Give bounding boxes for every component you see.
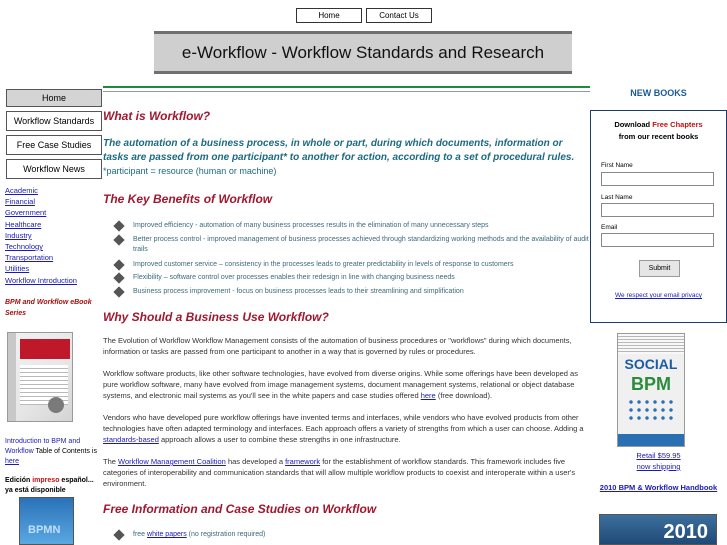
bpmn-book-title: BPMN (28, 524, 61, 536)
benefit-item (103, 287, 590, 298)
last-name-label: Last Name (601, 194, 633, 201)
intro-book-link[interactable]: Introduction to BPM and Workflow (5, 438, 81, 455)
benefit-text: Business process improvement - focus on business processes leads to their streamlining and simplification (133, 287, 464, 295)
free-item-note: (no registration required) (188, 531, 266, 538)
divider (103, 91, 590, 92)
book-word-social: SOCIAL (624, 356, 678, 372)
network-graphic (627, 398, 675, 420)
social-bpm-book-cover[interactable] (617, 333, 685, 447)
vendors-paragraph (103, 412, 590, 445)
benefit-text: Improved efficiency - automation of many business processes results in the elimination of many unnecessary steps (133, 222, 489, 229)
book-price (590, 450, 727, 472)
last-name-input[interactable] (601, 203, 714, 217)
wfmc-link[interactable]: Workflow Management Coalition (118, 457, 226, 466)
first-name-input[interactable] (601, 172, 714, 186)
link-academic[interactable]: Academic (5, 186, 38, 195)
retail-price-link[interactable]: Retail $59.95 (636, 451, 681, 460)
nav-workflow-standards-button[interactable]: Workflow Standards (6, 111, 102, 131)
book-caption (5, 437, 101, 467)
link-technology[interactable]: Technology (5, 242, 43, 252)
toc-link[interactable]: here (5, 458, 20, 465)
signup-title (591, 119, 726, 143)
industry-links (5, 185, 77, 286)
top-nav (296, 8, 432, 23)
email-input[interactable] (601, 233, 714, 247)
what-is-workflow-heading: What is Workflow? (103, 109, 211, 123)
book-seal (48, 397, 64, 413)
from-books-text: from our recent books (618, 132, 699, 141)
workflow-definition: The automation of a business process, in whole or part, during which documents, information or tasks are passed from one participant* to another for action, according to a set of procedural rules. (103, 138, 575, 163)
book-footer-band (618, 434, 684, 446)
intro-book-cover[interactable] (7, 332, 73, 422)
free-white-papers-link[interactable]: white papers (147, 531, 187, 538)
para4-text: The (103, 457, 116, 466)
link-workflow-introduction[interactable]: Workflow Introduction (5, 275, 77, 285)
spanish-edition-note (5, 476, 101, 496)
software-products-paragraph (103, 368, 590, 401)
bpmn-book-cover[interactable] (19, 497, 74, 545)
white-papers-here-link[interactable]: here (420, 391, 436, 400)
link-financial[interactable]: Financial (5, 197, 36, 207)
para2-text: Workflow software products, like other software technologies, have evolved from diverse origins. While some offerings have been developed as pure workflow software, many have evolved from image management systems, document management systems, relational or object database systems, and electronic mail systems as you'll see in the white papers and case studies offered (103, 369, 578, 400)
bullet-diamond-icon (113, 220, 124, 231)
standards-based-link[interactable]: standards-based (103, 435, 159, 444)
book-word-bpm: BPM (631, 374, 671, 394)
toc-text: Table of Contents is (35, 448, 97, 455)
benefit-text: Flexibility – software control over processes enables their redesign in line with changing business needs (133, 274, 455, 281)
new-books-heading: NEW BOOKS (630, 88, 687, 98)
signup-form (590, 110, 727, 323)
book-title-band (20, 339, 70, 359)
evolution-paragraph: The Evolution of Workflow Workflow Management consists of the automation of business procedures or "workflows" during which documents, information or tasks are passed from one participant to another in a way that is governed by rules or procedures. (103, 336, 572, 356)
ebook-series-heading: BPM and Workflow eBook Series (5, 299, 92, 317)
submit-button[interactable]: Submit (639, 260, 680, 277)
handbook-link[interactable]: 2010 BPM & Workflow Handbook (599, 483, 718, 492)
link-utilities[interactable]: Utilities (5, 264, 30, 274)
download-text: Download (614, 120, 651, 129)
free-info-heading: Free Information and Case Studies on Workflow (103, 502, 377, 516)
nav-workflow-news-button[interactable]: Workflow News (6, 159, 102, 179)
divider (103, 86, 590, 88)
handbook-2010-cover[interactable] (599, 514, 717, 545)
para4-text-end: for the establishment of workflow standards. This framework includes five categories of interoperability and communication standards that will allow multiple workflow products to coexist and interoperate within a user's environment. (103, 457, 576, 488)
benefit-text: Improved customer service – consistency in the processes leads to greater predictability in levels of response to customers (133, 260, 514, 268)
top-contact-button[interactable]: Contact Us (366, 8, 432, 23)
participant-footnote: *participant = resource (human or machine) (103, 166, 277, 176)
now-shipping-link[interactable]: now shipping (636, 462, 681, 471)
free-item-text: free (133, 531, 146, 538)
privacy-link[interactable]: We respect your email privacy (615, 292, 702, 299)
link-healthcare[interactable]: Healthcare (5, 219, 42, 229)
framework-link[interactable]: framework (285, 457, 321, 466)
benefit-item (103, 235, 590, 256)
es-label: Edición (5, 477, 31, 484)
para3-text-end: approach allows a user to combine these strengths in one infrastructure. (160, 435, 401, 444)
link-industry[interactable]: Industry (5, 230, 32, 240)
main-content (103, 95, 590, 541)
handbook-year: 2010 (663, 521, 708, 543)
link-government[interactable]: Government (5, 208, 47, 218)
benefit-item (103, 273, 590, 284)
first-name-label: First Name (601, 162, 633, 169)
free-item (103, 530, 590, 541)
link-transportation[interactable]: Transportation (5, 253, 54, 263)
bullet-diamond-icon (113, 529, 124, 540)
benefit-item (103, 260, 590, 271)
free-chapters-text: Free Chapters (652, 120, 703, 129)
para4-text-mid: has developed a (227, 457, 283, 466)
bullet-diamond-icon (113, 286, 124, 297)
email-label: Email (601, 224, 618, 231)
benefit-item (103, 221, 590, 232)
site-banner: e-Workflow - Workflow Standards and Research (154, 31, 572, 74)
benefit-text: Better process control - improved management of business processes achieved through standardizing working methods and the availability of audit trails (133, 235, 589, 253)
bullet-diamond-icon (113, 272, 124, 283)
nav-home-button[interactable]: Home (6, 89, 102, 107)
es-highlight: impreso (32, 477, 60, 484)
wfmc-paragraph (103, 456, 590, 489)
es-rest: español... ya está disponible (5, 477, 94, 494)
para2-text-end: (free download). (437, 391, 493, 400)
nav-free-case-studies-button[interactable]: Free Case Studies (6, 135, 102, 155)
para3-text: Vendors who have developed pure workflow offerings have invented terms and interfaces, while vendors who have evolved products from other technologies have often adapted terminology and interfaces. Each approach offers a variety of strengths from which a user can choose. Adding a (103, 413, 584, 433)
key-benefits-heading: The Key Benefits of Workflow (103, 192, 273, 206)
top-home-button[interactable]: Home (296, 8, 362, 23)
book-spine (8, 333, 16, 421)
book-header-lines (618, 334, 684, 354)
bullet-diamond-icon (113, 259, 124, 270)
why-use-workflow-heading: Why Should a Business Use Workflow? (103, 310, 329, 324)
left-nav (6, 89, 102, 183)
bullet-diamond-icon (113, 234, 124, 245)
